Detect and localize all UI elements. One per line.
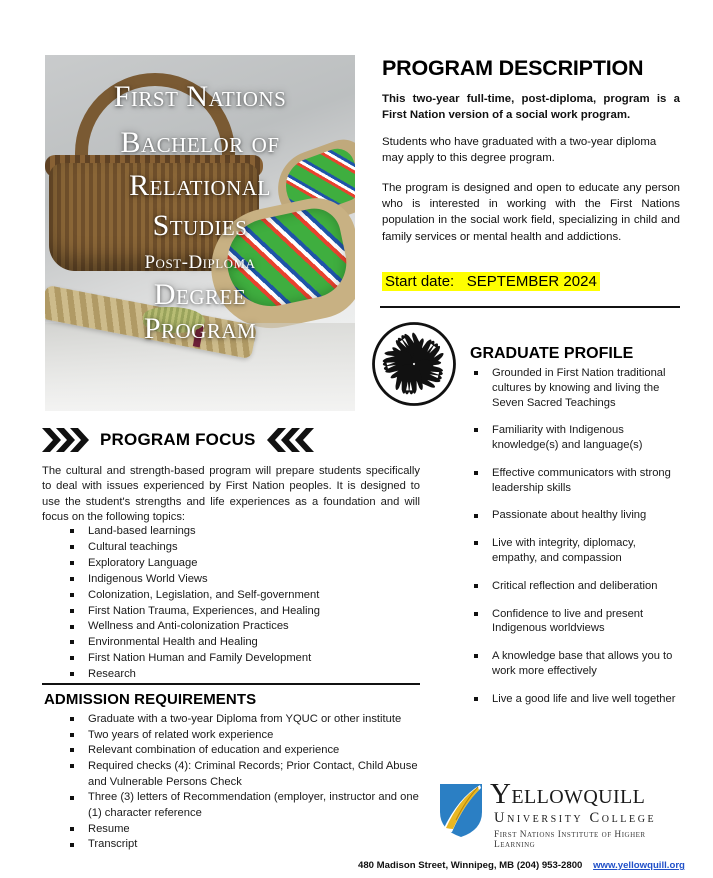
list-item: First Nation Trauma, Experiences, and Healing (66, 604, 422, 620)
start-date-highlight (382, 272, 600, 291)
program-focus-heading: PROGRAM FOCUS (100, 430, 256, 449)
five-hands-circle-icon (370, 320, 458, 408)
list-item: Resume (66, 822, 422, 838)
list-item: Colonization, Legislation, and Self-government (66, 588, 422, 604)
list-item: Required checks (4): Criminal Records; Prior Contact, Child Abuse and Vulnerable Persons Check (66, 759, 422, 790)
hero-title-line-7: Program (143, 312, 257, 346)
hero-image (45, 55, 355, 411)
program-description-paragraph-1: This two-year full-time, post-diploma, program is a First Nation version of a social work program. (382, 93, 680, 122)
graduate-profile-heading: GRADUATE PROFILE (470, 345, 634, 362)
admission-requirements-heading: ADMISSION REQUIREMENTS (44, 691, 257, 708)
list-item: A knowledge base that allows you to work more effectively (470, 649, 682, 679)
list-item: Live with integrity, diplomacy, empathy, and compassion (470, 536, 682, 566)
program-description-paragraph-2: Students who have graduated with a two-year diploma may apply to this degree program. (382, 136, 657, 165)
hero-title-line-5: Post-Diploma (144, 251, 256, 273)
logo-wordmark: Yellowquill (490, 778, 646, 810)
list-item: Graduate with a two-year Diploma from YQUC or other institute (66, 712, 422, 728)
hero-title-line-3: Relational (129, 168, 271, 202)
list-item: Wellness and Anti-colonization Practices (66, 619, 422, 635)
list-item: Environmental Health and Healing (66, 635, 422, 651)
list-item: Effective communicators with strong leadership skills (470, 466, 682, 496)
list-item: Confidence to live and present Indigenous worldviews (470, 607, 682, 637)
program-description-heading: PROGRAM DESCRIPTION (382, 56, 644, 80)
program-focus-topics-list (66, 524, 422, 683)
start-date-label: Start date: (385, 273, 455, 290)
footer-spacer (585, 860, 590, 871)
footer-website-link[interactable]: www.yellowquill.org (593, 860, 685, 871)
admission-requirements-divider (42, 683, 420, 685)
chevron-right-triple-icon (42, 427, 90, 453)
program-focus-header (42, 427, 422, 453)
chevron-left-triple-icon (266, 427, 314, 453)
graduate-profile-list (470, 366, 682, 720)
logo-tagline: First Nations Institute of Higher Learning (494, 830, 646, 850)
hero-title-line-1: First Nations (113, 80, 287, 113)
list-item: Three (3) letters of Recommendation (employer, instructor and one (1) character reference (66, 790, 422, 821)
program-description-paragraph-3: The program is designed and open to educate any person who is interested in working with the First Nations population in the social work field, specializing in child and family services or mental health and addictions. (382, 182, 680, 243)
list-item: Grounded in First Nation traditional cultures by knowing and living the Seven Sacred Teachings (470, 366, 682, 410)
list-item: Exploratory Language (66, 556, 422, 572)
hero-title-line-6: Degree (153, 278, 247, 312)
list-item: Transcript (66, 837, 422, 853)
list-item: Critical reflection and deliberation (470, 579, 682, 594)
shield-icon (438, 782, 484, 838)
list-item: Two years of related work experience (66, 728, 422, 744)
start-date-value: SEPTEMBER 2024 (466, 273, 597, 290)
list-item: Familiarity with Indigenous knowledge(s) and language(s) (470, 423, 682, 453)
graduate-profile-divider (380, 306, 680, 308)
hero-title-block (45, 55, 355, 411)
start-date-spacer (454, 273, 467, 290)
footer-contact (358, 860, 685, 871)
hero-title-line-2: Bachelor of (120, 126, 280, 160)
list-item: Research (66, 667, 422, 683)
footer-address: 480 Madison Street, Winnipeg, MB (204) 953-2800 (358, 860, 583, 871)
admission-requirements-list (66, 712, 422, 853)
list-item: Land-based learnings (66, 524, 422, 540)
program-focus-body: The cultural and strength-based program will prepare students specifically to deal with issues experienced by First Nation peoples. It is designed to use the student's strengths and life experiences as a foundation and will focus on the following topics: (42, 465, 420, 524)
logo-subtitle: University College (494, 810, 657, 826)
yellowquill-logo (438, 780, 688, 848)
list-item: First Nation Human and Family Development (66, 651, 422, 667)
list-item: Relevant combination of education and experience (66, 743, 422, 759)
list-item: Passionate about healthy living (470, 508, 682, 523)
list-item: Indigenous World Views (66, 572, 422, 588)
hero-title-line-4: Studies (152, 209, 248, 243)
list-item: Live a good life and live well together (470, 692, 682, 707)
list-item: Cultural teachings (66, 540, 422, 556)
